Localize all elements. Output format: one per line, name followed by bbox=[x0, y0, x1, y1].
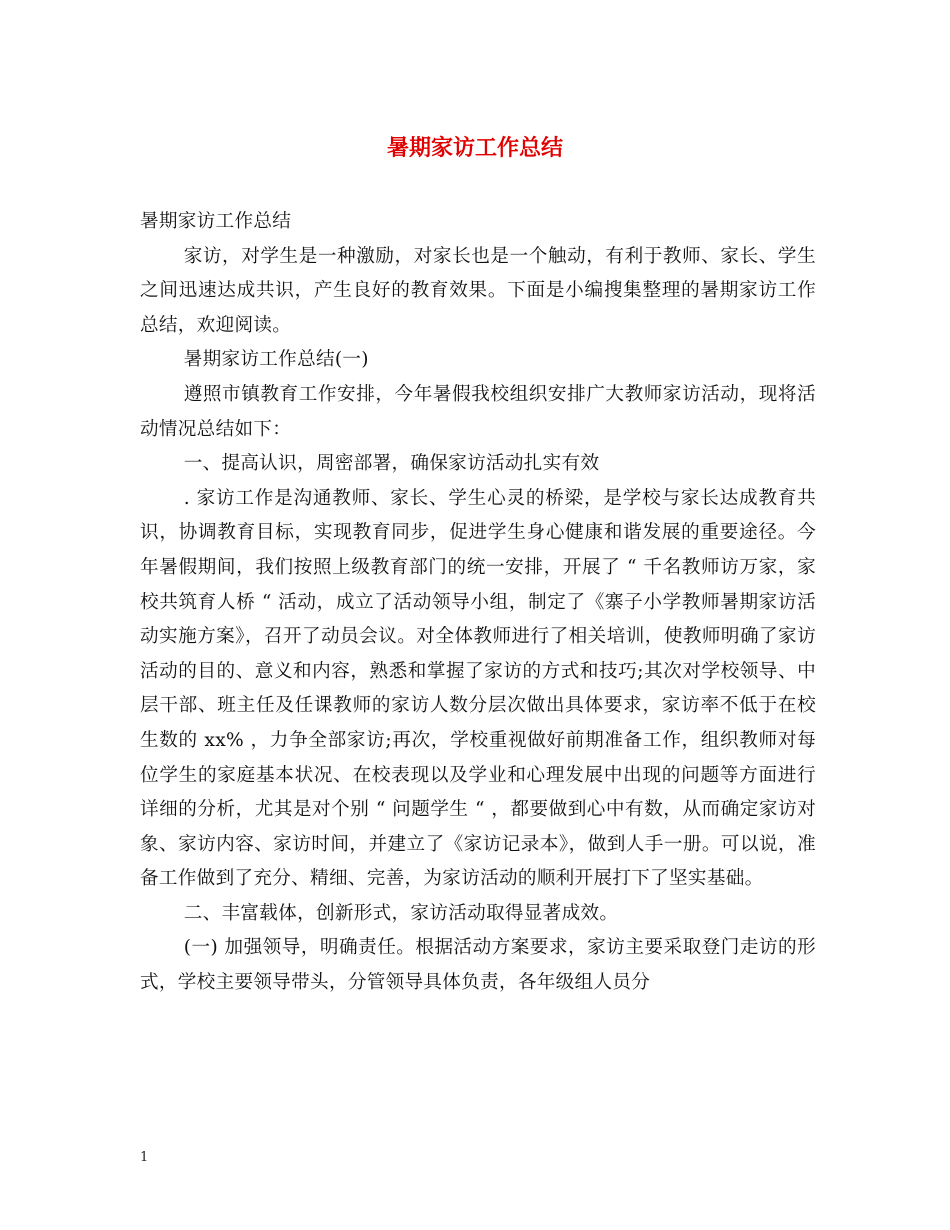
subsection-heading: 二、丰富载体，创新形式，家访活动取得显著成效。 bbox=[183, 902, 619, 924]
section-heading: 暑期家访工作总结 bbox=[140, 211, 292, 232]
body-paragraph: 遵照市镇教育工作安排，今年暑假我校组织安排广大教师家访活动，现将活动情况总结如下： bbox=[140, 383, 816, 440]
subsection-heading: 一、提高认识，周密部署，确保家访活动扎实有效 bbox=[183, 453, 600, 475]
subsection-heading: 暑期家访工作总结(一) bbox=[183, 349, 369, 371]
intro-paragraph: 家访，对学生是一种激励，对家长也是一个触动，有利于教师、家长、学生之间迅速达成共识，产生良好的教育效果。下面是小编搜集整理的暑期家访工作总结，欢迎阅读。 bbox=[140, 245, 816, 336]
page-number: 1 bbox=[140, 1150, 149, 1165]
body-paragraph: . 家访工作是沟通教师、家长、学生心灵的桥梁，是学校与家长达成教育共识，协调教育目标，实现教育同步，促进学生身心健康和谐发展的重要途径。今年暑假期间，我们按照上级教育部门的统一安排，开展了 “ 千名教师访万家，家校共筑育人桥 “ 活动，成立了活动领导小组，制定了《寨子小学教师暑期家访活动实施方案》，召开了动员会议。对全体教师进行了相关培训，使教师明确了家访活动的目的、意义和内容，熟悉和掌握了家访的方式和技巧;其次对学校领导、中层干部、班主任及任课教师的家访人数分层次做出具体要求，家访率不低于在校生数的 xx% ，力争全部家访;再次，学校重视做好前期准备工作，组织教师对每位学生的家庭基本状况、在校表现以及学业和心理发展中出现的问题等方面进行详细的分析，尤其是对个别 “ 问题学生 “ ，都要做到心中有数，从而确定家访对象、家访内容、家访时间，并建立了《家访记录本》，做到人手一册。可以说，准备工作做到了充分、精细、完善，为家访活动的顺利开展打下了坚实基础。 bbox=[140, 487, 816, 890]
document-body bbox=[140, 205, 816, 1001]
document-title: 暑期家访工作总结 bbox=[386, 135, 563, 161]
body-paragraph: (一) 加强领导，明确责任。根据活动方案要求，家访主要采取登门走访的形式，学校主要领导带头，分管领导具体负责，各年级组人员分 bbox=[140, 937, 816, 994]
